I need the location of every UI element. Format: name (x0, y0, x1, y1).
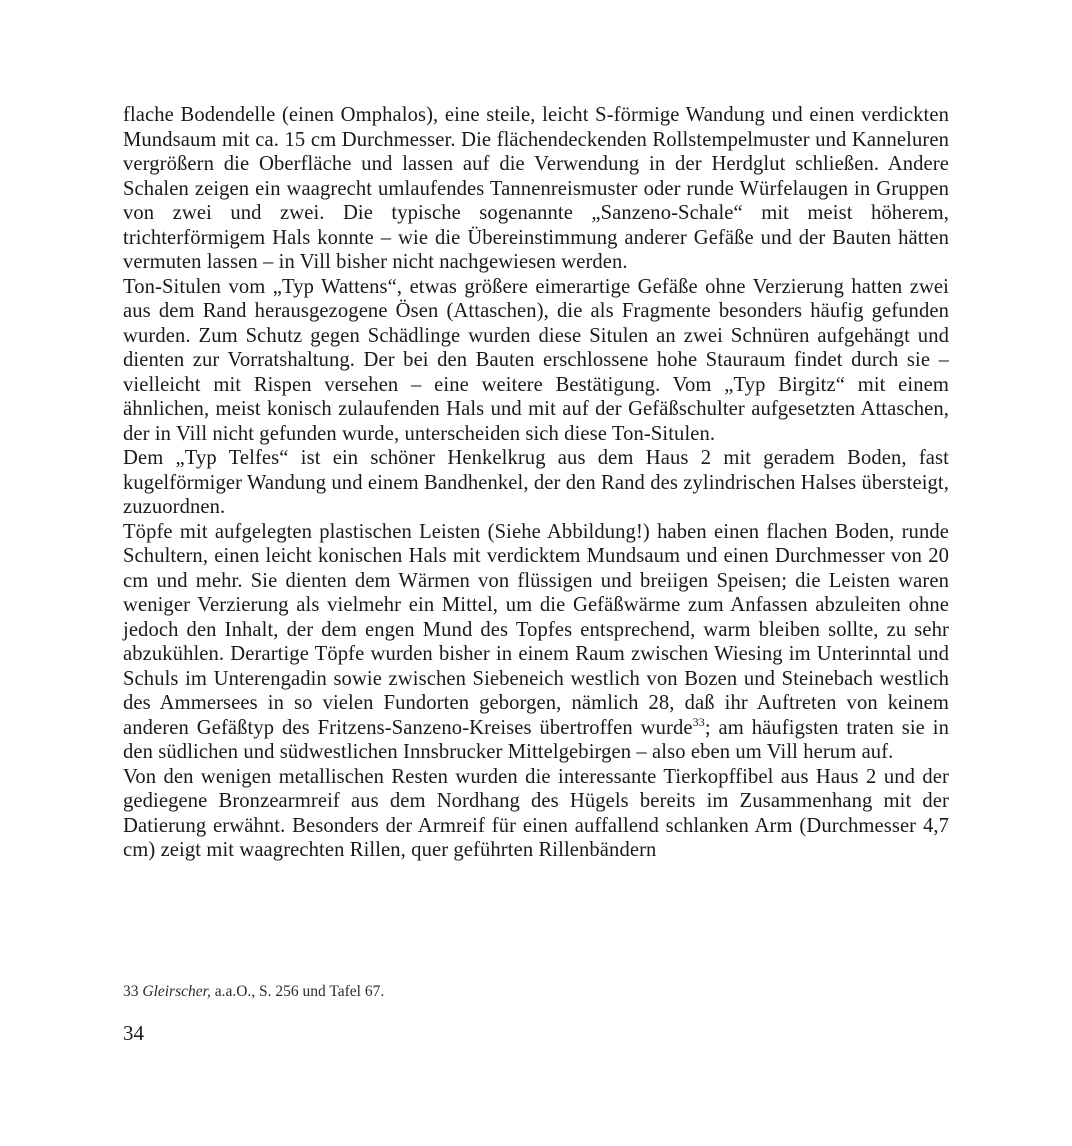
paragraph-ton-situlen: Ton-Situlen vom „Typ Wattens“, etwas größere eimerartige Gefäße ohne Verzierung hatten zwei aus dem Rand herausgezogene Ösen (Attaschen), die als Fragmente besonders häufig gefunden wurden. Zum Schutz gegen Schädlinge wurden diese Situlen an zwei Schnüren aufgehängt und dienten zur Vorratshaltung. Der bei den Bauten erschlossene hohe Stauraum findet durch sie – vielleicht mit Rispen versehen – eine weitere Bestätigung. Vom „Typ Birgitz“ mit einem ähnlichen, meist konisch zulaufenden Hals und mit auf der Gefäßschulter aufgesetzten Attaschen, der in Vill nicht gefunden wurde, unterscheiden sich diese Ton-Situlen. (123, 275, 949, 445)
paragraph-metallische-reste: Von den wenigen metallischen Resten wurden die interessante Tierkopffibel aus Haus 2 und der gediegene Bronzearmreif aus dem Nordhang des Hügels bereits im Zusammenhang mit der Datierung erwähnt. Besonders der Armreif für einen auffallend schlanken Arm (Durchmesser 4,7 cm) zeigt mit waagrechten Rillen, quer geführten Rillenbändern (123, 765, 949, 861)
paragraph-toepfe-text-end: ; am häufigsten traten sie in den südlichen und südwestlichen Innsbrucker Mittelgebirgen – also eben um Vill herum auf. (123, 716, 949, 763)
page-body (123, 103, 949, 863)
paragraph-typ-telfes: Dem „Typ Telfes“ ist ein schöner Henkelkrug aus dem Haus 2 mit geradem Boden, fast kugelförmiger Wandung und einem Bandhenkel, der den Rand des zylindrischen Halses übersteigt, zuzuordnen. (123, 447, 949, 518)
paragraph-toepfe-text: Töpfe mit aufgelegten plastischen Leisten (Siehe Abbildung!) haben einen flachen Boden, runde Schultern, einen leicht konischen Hals mit verdicktem Mundsaum und einen Durchmesser von 20 cm und mehr. Sie dienten dem Wärmen von flüssigen und breiigen Speisen; die Leisten waren weniger Verzierung als vielmehr ein Mittel, um die Gefäßwärme zum Anfassen abzuleiten ohne jedoch den Inhalt, der dem engen Mund des Topfes entsprechend, warm bleiben sollte, zu sehr abzukühlen. Derartige Töpfe wurden bisher in einem Raum zwischen Wiesing im Unterinntal und Schuls im Unterengadin sowie zwischen Siebeneich westlich von Bozen und Steinebach westlich des Ammersees in so vielen Fundorten geborgen, nämlich 28, daß ihr Auftreten von keinem anderen Gefäßtyp des Fritzens-Sanzeno-Kreises übertroffen wurde (123, 520, 949, 739)
footnote (123, 982, 384, 1002)
footnote-text: a.a.O., S. 256 und Tafel 67. (214, 983, 385, 1000)
paragraph-omphalos: flache Bodendelle (einen Omphalos), eine steile, leicht S-förmige Wandung und einen verdickten Mundsaum mit ca. 15 cm Durchmesser. Die flächendeckenden Rollstempelmuster und Kanneluren vergrößern die Oberfläche und lassen auf die Verwendung in der Herdglut schließen. Andere Schalen zeigen ein waagrecht umlaufendes Tannenreismuster oder runde Würfelaugen in Gruppen von zwei und zwei. Die typische sogenannte „Sanzeno-Schale“ mit meist höherem, trichterförmigem Hals konnte – wie die Übereinstimmung anderer Gefäße und der Bauten hätten vermuten lassen – in Vill bisher nicht nachgewiesen werden. (123, 104, 949, 273)
footnote-author: Gleirscher, (142, 983, 211, 1000)
page-number: 34 (123, 1021, 144, 1045)
paragraph-toepfe (123, 520, 949, 765)
main-text (123, 103, 949, 863)
footnote-reference[interactable]: 33 (692, 714, 705, 729)
footnote-number: 33 (123, 983, 139, 1000)
